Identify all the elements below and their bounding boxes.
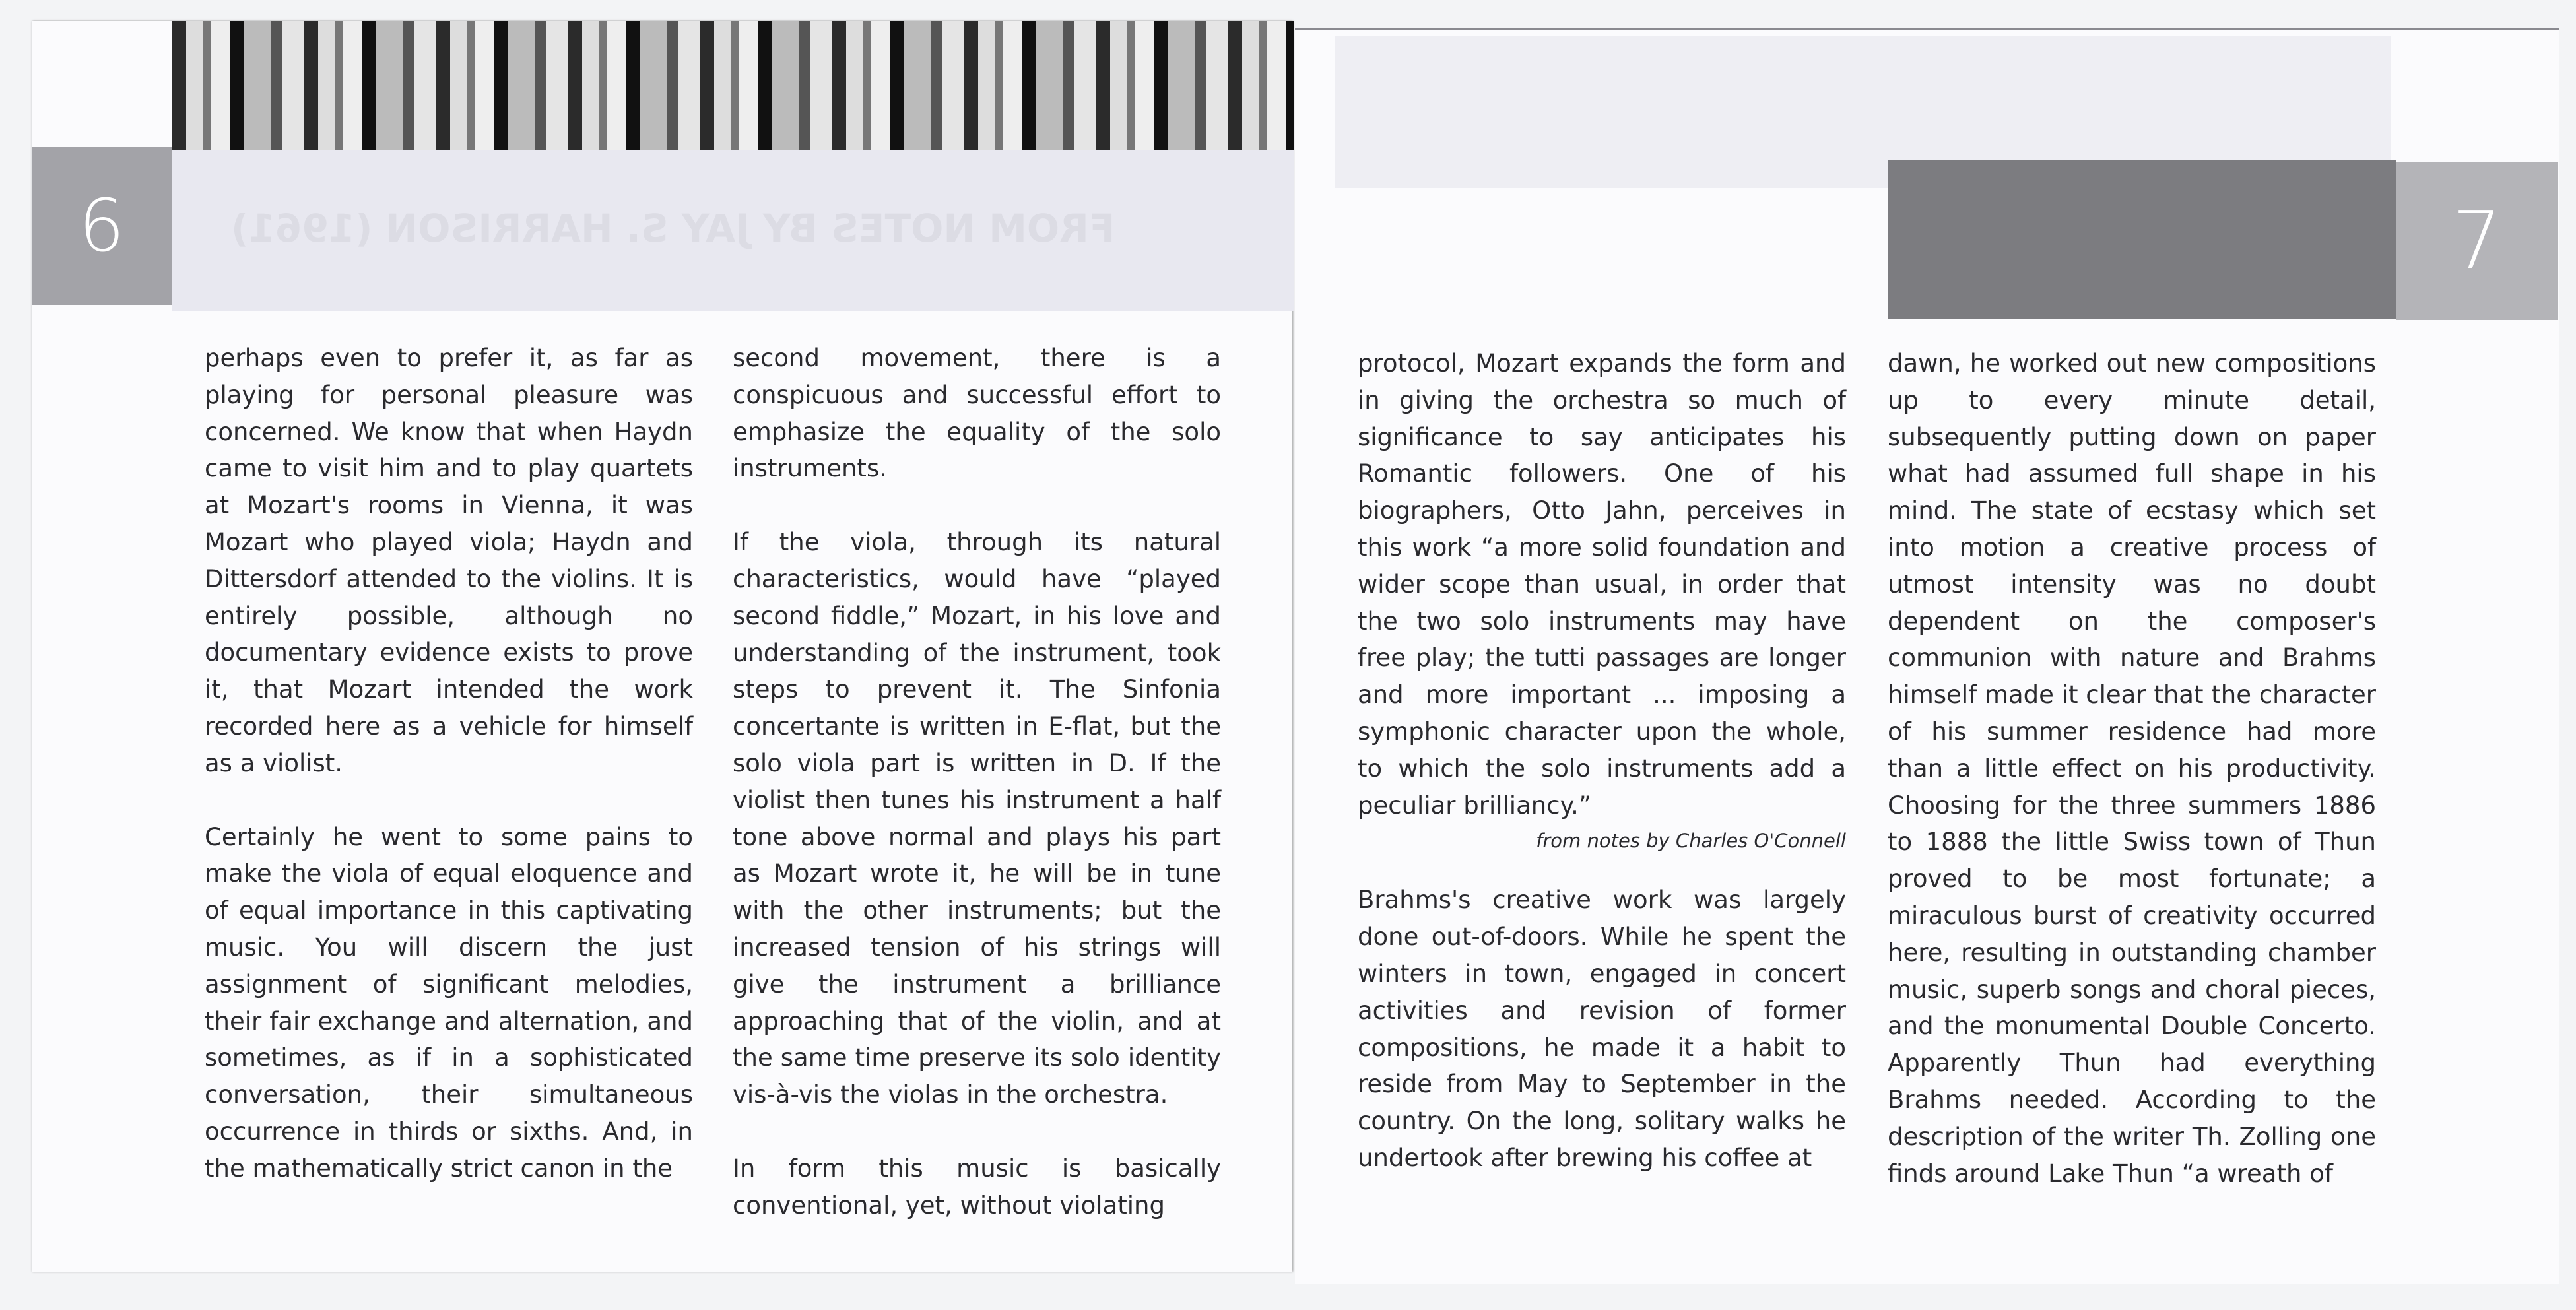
left-page [32, 21, 1292, 1272]
header-block [1888, 160, 2396, 319]
paragraph: second movement, there is a conspicuous and successful effort to emphasize the equality of the solo instruments. [733, 344, 1221, 483]
paragraph: dawn, he worked out new compositions up to every minute detail, subsequently putting down on paper what had assumed full shape in his mind. The state of ecstasy which set into motion a creative process of utmost intensity was no doubt dependent on the composer's communion with nature and Brahms himself made it clear that the character of his summer residence had more than a little effect on his productivity. Choosing for the three summers 1886 to 1888 the little Swiss town of Thun proved to be most fortunate; a miraculous burst of creativity occurred here, resulting in outstanding chamber music, superb songs and choral pieces, and the monumental Double Concerto. Apparently Thun had everything Brahms needed. According to the description of the writer Th. Zolling one finds around Lake Thun “a wreath of [1888, 349, 2376, 1188]
column-3 [1358, 345, 1846, 1214]
header-showthrough: FROM NOTES BY JAY S. HARRISON (1961) [231, 206, 1115, 251]
page-number: 6 [32, 147, 172, 305]
paragraph: Certainly he went to some pains to make the viola of equal eloquence and of equal importance in this captivating music. You will discern the just assignment of significant melodies, their fair exchange and alternation, and sometimes, as if in a sophisticated conversation, their simultaneous occurrence in thirds or sixths. And, in the mathematically strict canon in the [205, 822, 693, 1183]
paragraph: protocol, Mozart expands the form and in giving the orchestra so much of significance to say anticipates his Romantic followers. One of his biographers, Otto Jahn, perceives in this work “a more solid foundation and wider scope than usual, in order that the two solo instruments may have free play; the tutti passages are longer and more important ... imposing a symphonic character upon the whole, to which the solo instruments add a peculiar brilliancy.” [1358, 349, 1846, 820]
paragraph: If the viola, through its natural characteristics, would have “played second fiddle,” Mozart, in his love and understanding of the instrument, took steps to prevent it. The Sinfonia concertante is written in E-flat, but the solo viola part is written in D. If the violist then tunes his instrument a half tone above normal and plays his part as Mozart wrote it, he will be in tune with the other instruments; but the increased tension of his strings will give the instrument a brilliance approaching that of the violin, and at the same time preserve its solo identity vis-à-vis the violas in the orchestra. [733, 528, 1221, 1109]
paragraph: In form this music is basically conventional, yet, without violating [733, 1154, 1221, 1220]
paragraph: Brahms's creative work was largely done out-of-doors. While he spent the winters in town, engaged in concert activities and revision of former compositions, he made it a habit to reside from May to September in the country. On the long, solitary walks he undertook after brewing his coffee at [1358, 886, 1846, 1172]
record-spines-photo [172, 21, 1294, 150]
column-4 [1888, 345, 2376, 1229]
attribution: from notes by Charles O'Connell [1536, 830, 1846, 853]
paragraph: perhaps even to prefer it, as far as playing for personal pleasure was concerned. We know that when Haydn came to visit him and to play quartets at Mozart's rooms in Vienna, it was Mozart who played viola; Haydn and Dittersdorf attended to the violins. It is entirely possible, although no documentary evidence exists to prove it, that Mozart intended the work recorded here as a vehicle for himself as a violist. [205, 344, 693, 777]
column-2 [733, 340, 1221, 1261]
page-number: 7 [2396, 162, 2558, 320]
right-page [1295, 28, 2559, 1284]
column-1 [205, 340, 693, 1224]
header-band [172, 150, 1294, 311]
